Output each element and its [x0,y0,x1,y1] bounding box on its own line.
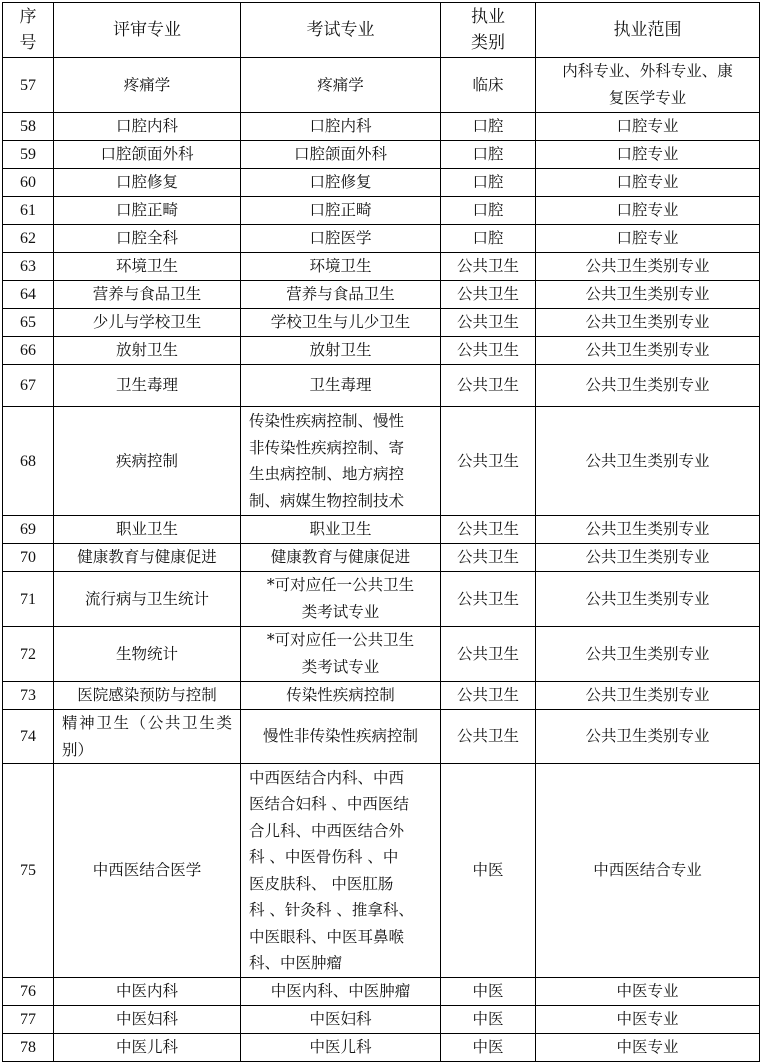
cell-exam-specialty [241,627,441,682]
cell-seq: 74 [3,710,54,764]
cell-practice-scope [536,169,760,197]
cell-practice-category: 公共卫生 [441,710,536,764]
cell-practice-category: 公共卫生 [441,572,536,627]
table-row [3,572,760,627]
cell-exam-specialty [241,516,441,544]
table-row [3,682,760,710]
cell-exam-specialty-line: *可对应任一公共卫生 [266,576,415,594]
cell-exam-specialty-line: 非传染性疾病控制、寄 [249,438,405,457]
specialty-table [2,2,760,1062]
cell-exam-specialty-line: 卫生毒理 [309,376,372,394]
cell-exam-specialty-line: 慢性非传染性疾病控制 [262,727,418,745]
cell-practice-scope-line: 中西医结合专业 [593,861,702,879]
cell-seq: 70 [3,544,54,572]
cell-exam-specialty [241,1006,441,1034]
cell-practice-category: 口腔 [441,169,536,197]
cell-practice-scope-line: 口腔专业 [616,145,679,163]
cell-review-specialty: 口腔颌面外科 [54,141,241,169]
cell-exam-specialty-line: 疼痛学 [317,75,364,94]
header-row [3,3,760,58]
cell-exam-specialty-line: 制、病媒生物控制技术 [249,491,405,510]
table-row [3,764,760,978]
cell-practice-scope-line: 中医专业 [616,1038,679,1056]
header-review-specialty: 评审专业 [54,3,241,58]
cell-exam-specialty-line: 营养与食品卫生 [286,285,395,303]
table-row [3,113,760,141]
cell-exam-specialty-line: 类考试专业 [301,658,380,676]
cell-seq: 58 [3,113,54,141]
cell-exam-specialty [241,682,441,710]
cell-practice-scope [536,253,760,281]
cell-practice-scope [536,197,760,225]
cell-seq: 61 [3,197,54,225]
cell-seq: 64 [3,281,54,309]
cell-practice-category: 口腔 [441,113,536,141]
cell-exam-specialty-line: 口腔正畸 [309,201,372,219]
cell-review-specialty: 医院感染预防与控制 [54,682,241,710]
table-row [3,141,760,169]
cell-practice-scope-line: 口腔专业 [616,117,679,135]
cell-practice-scope-line: 中医专业 [616,982,679,1000]
cell-exam-specialty-line: 中医儿科 [309,1038,372,1056]
cell-seq: 67 [3,365,54,407]
cell-practice-scope [536,113,760,141]
table-row [3,365,760,407]
cell-review-specialty: 环境卫生 [54,253,241,281]
cell-review-specialty: 口腔修复 [54,169,241,197]
header-practice-scope: 执业范围 [536,3,760,58]
cell-seq: 68 [3,407,54,516]
cell-exam-specialty [241,253,441,281]
cell-exam-specialty-line: 环境卫生 [309,257,372,275]
cell-exam-specialty-line: 生虫病控制、地方病控 [249,465,405,483]
cell-practice-scope [536,337,760,365]
cell-exam-specialty [241,544,441,572]
cell-practice-scope-line: 公共卫生类别专业 [585,376,710,394]
cell-practice-scope-line: 口腔专业 [616,229,679,247]
cell-practice-scope-line: 复医学专业 [608,89,687,107]
cell-review-specialty: 中西医结合医学 [54,764,241,978]
cell-practice-scope [536,516,760,544]
cell-practice-scope-line: 公共卫生类别专业 [585,686,710,704]
cell-exam-specialty-line: 学校卫生与儿少卫生 [270,313,411,331]
cell-exam-specialty-line: 合儿科、中西医结合外 [249,821,405,840]
table-row [3,407,760,516]
cell-practice-scope [536,281,760,309]
cell-exam-specialty-line: 健康教育与健康促进 [270,548,411,566]
cell-practice-scope [536,225,760,253]
cell-review-specialty: 生物统计 [54,627,241,682]
cell-exam-specialty-line: 中医眼科、中医耳鼻喉 [249,927,405,946]
cell-exam-specialty [241,58,441,113]
cell-exam-specialty-line: 口腔医学 [309,229,372,247]
cell-seq: 69 [3,516,54,544]
cell-practice-scope [536,58,760,113]
cell-exam-specialty [241,1034,441,1062]
table-row [3,544,760,572]
cell-practice-category: 公共卫生 [441,281,536,309]
cell-exam-specialty [241,764,441,978]
cell-practice-scope-line: 公共卫生类别专业 [585,257,710,275]
cell-exam-specialty-line: 科 、中医骨伤科 、中 [249,848,399,866]
cell-review-specialty: 健康教育与健康促进 [54,544,241,572]
cell-exam-specialty [241,978,441,1006]
cell-practice-category: 公共卫生 [441,682,536,710]
cell-practice-scope-line: 公共卫生类别专业 [585,341,710,359]
cell-exam-specialty-line: 中医妇科 [309,1010,372,1028]
table-row [3,225,760,253]
cell-review-specialty: 中医儿科 [54,1034,241,1062]
cell-practice-category: 口腔 [441,197,536,225]
cell-exam-specialty [241,113,441,141]
cell-seq: 59 [3,141,54,169]
cell-seq: 73 [3,682,54,710]
cell-exam-specialty-line: 传染性疾病控制、慢性 [249,412,405,430]
cell-review-specialty: 流行病与卫生统计 [54,572,241,627]
cell-exam-specialty [241,197,441,225]
cell-review-specialty: 少儿与学校卫生 [54,309,241,337]
cell-seq: 76 [3,978,54,1006]
table-row [3,978,760,1006]
cell-review-specialty: 口腔正畸 [54,197,241,225]
cell-practice-scope [536,710,760,764]
cell-practice-category: 临床 [441,58,536,113]
header-exam-specialty: 考试专业 [241,3,441,58]
cell-practice-scope-line: 公共卫生类别专业 [585,451,710,470]
cell-practice-category: 公共卫生 [441,253,536,281]
table-row [3,1006,760,1034]
cell-practice-scope [536,544,760,572]
cell-practice-category: 公共卫生 [441,544,536,572]
cell-practice-category: 公共卫生 [441,627,536,682]
cell-review-specialty: 口腔内科 [54,113,241,141]
header-practice-category: 执业 类别 [441,3,536,58]
header-seq: 序 号 [3,3,54,58]
cell-practice-category: 公共卫生 [441,337,536,365]
cell-exam-specialty-line: 口腔颌面外科 [293,145,387,163]
cell-review-specialty: 精神卫生（公共卫生类别） [54,710,241,764]
cell-exam-specialty-line: 职业卫生 [309,520,372,538]
cell-exam-specialty-line: 中医内科、中医肿瘤 [270,982,411,1000]
cell-exam-specialty-line: 传染性疾病控制 [286,686,395,704]
cell-exam-specialty [241,281,441,309]
cell-practice-scope-line: 公共卫生类别专业 [585,313,710,331]
cell-practice-scope-line: 口腔专业 [616,173,679,191]
cell-practice-scope [536,572,760,627]
cell-review-specialty: 口腔全科 [54,225,241,253]
cell-exam-specialty-line: 放射卫生 [309,341,372,359]
table-row [3,281,760,309]
cell-seq: 63 [3,253,54,281]
cell-exam-specialty-line: 医结合妇科 、中西医结 [249,795,409,813]
cell-practice-scope-line: 公共卫生类别专业 [585,589,710,608]
cell-exam-specialty [241,710,441,764]
cell-practice-category: 中医 [441,1006,536,1034]
cell-practice-scope-line: 口腔专业 [616,201,679,219]
cell-practice-scope [536,1034,760,1062]
cell-practice-scope [536,309,760,337]
cell-exam-specialty [241,407,441,516]
cell-exam-specialty [241,572,441,627]
cell-seq: 62 [3,225,54,253]
table-row [3,1034,760,1062]
cell-practice-category: 中医 [441,978,536,1006]
cell-practice-category: 口腔 [441,141,536,169]
cell-review-specialty: 卫生毒理 [54,365,241,407]
cell-exam-specialty-line: 中西医结合内科、中西 [249,768,405,787]
table-row [3,197,760,225]
cell-exam-specialty [241,309,441,337]
cell-seq: 75 [3,764,54,978]
cell-practice-scope-line: 公共卫生类别专业 [585,644,710,663]
cell-exam-specialty [241,225,441,253]
cell-review-specialty: 疼痛学 [54,58,241,113]
cell-seq: 77 [3,1006,54,1034]
cell-seq: 57 [3,58,54,113]
cell-exam-specialty-line: 类考试专业 [301,603,380,621]
cell-practice-category: 公共卫生 [441,365,536,407]
cell-practice-scope [536,978,760,1006]
cell-practice-scope-line: 公共卫生类别专业 [585,727,710,745]
cell-practice-scope-line: 公共卫生类别专业 [585,520,710,538]
cell-practice-scope [536,682,760,710]
cell-practice-scope [536,1006,760,1034]
cell-exam-specialty [241,169,441,197]
table-row [3,58,760,113]
cell-review-specialty: 职业卫生 [54,516,241,544]
cell-practice-category: 中医 [441,1034,536,1062]
cell-seq: 65 [3,309,54,337]
cell-seq: 72 [3,627,54,682]
cell-practice-scope-line: 中医专业 [616,1010,679,1028]
cell-practice-scope-line: 内科专业、外科专业、康 [562,62,733,80]
cell-review-specialty: 中医妇科 [54,1006,241,1034]
cell-exam-specialty-line: 口腔内科 [309,117,372,135]
cell-practice-category: 公共卫生 [441,516,536,544]
cell-practice-scope-line: 公共卫生类别专业 [585,285,710,303]
table-row [3,710,760,764]
cell-practice-scope [536,365,760,407]
cell-seq: 71 [3,572,54,627]
table-row [3,516,760,544]
cell-practice-category: 口腔 [441,225,536,253]
cell-seq: 66 [3,337,54,365]
table-row [3,337,760,365]
cell-practice-scope [536,627,760,682]
cell-practice-scope [536,141,760,169]
cell-exam-specialty-line: 医皮肤科、 中医肛肠 [249,874,394,893]
cell-exam-specialty [241,141,441,169]
cell-review-specialty: 中医内科 [54,978,241,1006]
cell-exam-specialty-line: *可对应任一公共卫生 [266,631,415,649]
cell-seq: 78 [3,1034,54,1062]
table-row [3,309,760,337]
cell-exam-specialty-line: 科、中医肿瘤 [249,954,343,972]
cell-exam-specialty-line: 科 、针灸科 、推拿科、 [249,901,414,919]
cell-practice-category: 公共卫生 [441,407,536,516]
cell-practice-category: 公共卫生 [441,309,536,337]
table-row [3,253,760,281]
cell-review-specialty: 疾病控制 [54,407,241,516]
table-row [3,627,760,682]
cell-practice-scope [536,407,760,516]
cell-practice-scope [536,764,760,978]
cell-exam-specialty [241,365,441,407]
cell-review-specialty: 放射卫生 [54,337,241,365]
cell-practice-category: 中医 [441,764,536,978]
table-row [3,169,760,197]
cell-exam-specialty-line: 口腔修复 [309,173,372,191]
cell-review-specialty: 营养与食品卫生 [54,281,241,309]
cell-seq: 60 [3,169,54,197]
cell-exam-specialty [241,337,441,365]
cell-practice-scope-line: 公共卫生类别专业 [585,548,710,566]
